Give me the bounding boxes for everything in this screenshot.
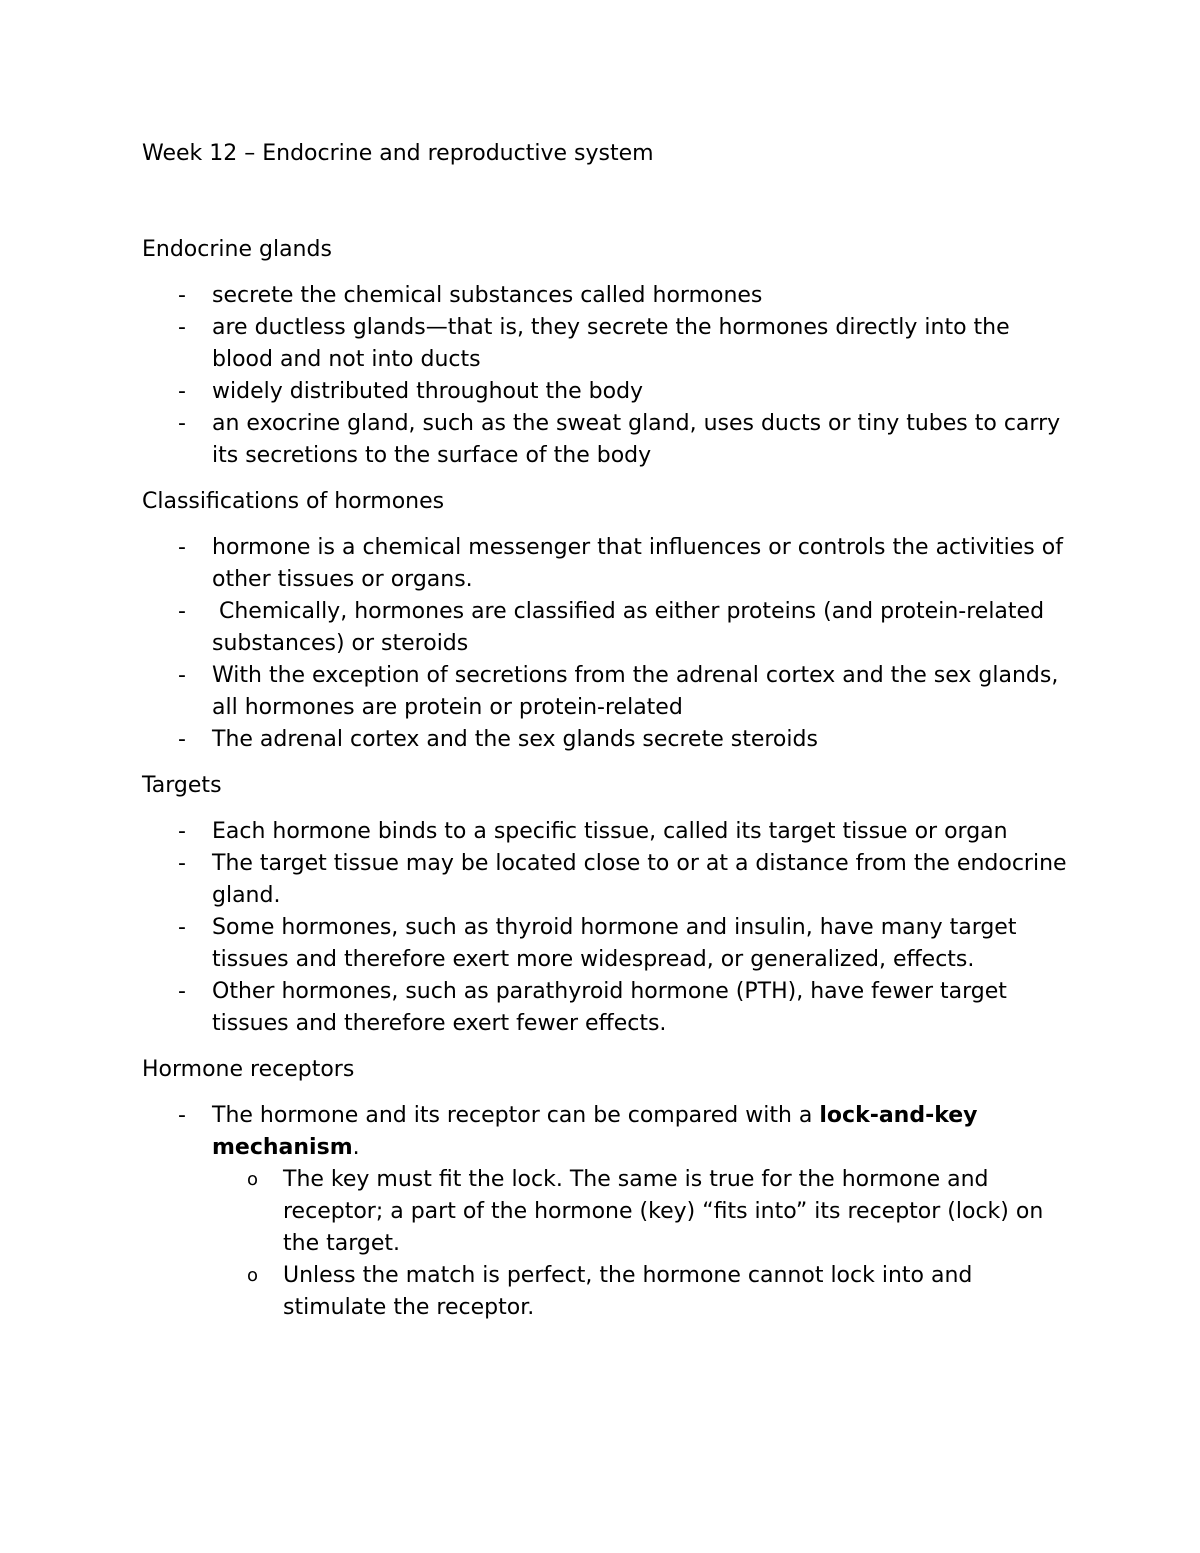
circle-bullet: o (247, 1169, 259, 1190)
list-item (142, 724, 1072, 756)
list-item (142, 660, 1072, 724)
dash-bullet: - (178, 1103, 186, 1128)
list-item (142, 312, 1072, 376)
bullet-list (142, 1100, 1072, 1324)
dash-bullet: - (178, 851, 186, 876)
document-page (142, 138, 1072, 1324)
dash-bullet: - (178, 819, 186, 844)
list-item-text: The target tissue may be located close to or at a distance from the endocrine gland. (212, 851, 1067, 908)
list-item (142, 376, 1072, 408)
bullet-list (142, 816, 1072, 1040)
list-item-text: an exocrine gland, such as the sweat gland, uses ducts or tiny tubes to carry its secretions to the surface of the body (212, 411, 1061, 468)
list-item-text: are ductless glands—that is, they secrete the hormones directly into the blood and not into ducts (212, 315, 1010, 372)
dash-bullet: - (178, 535, 186, 560)
list-item-text: widely distributed throughout the body (212, 379, 644, 404)
list-item-text: The adrenal cortex and the sex glands secrete steroids (212, 727, 818, 752)
list-item-text: hormone is a chemical messenger that influences or controls the activities of other tissues or organs. (212, 535, 1063, 592)
section-heading: Endocrine glands (142, 237, 332, 262)
sub-list-item (212, 1164, 1072, 1260)
sub-bullet-list (212, 1164, 1072, 1324)
dash-bullet: - (178, 727, 186, 752)
sub-list-item-text: The key must fit the lock. The same is true for the hormone and receptor; a part of the hormone (key) “fits into” its receptor (lock) on the target. (283, 1167, 1044, 1256)
list-item (142, 596, 1072, 660)
list-item-text-after: . (352, 1135, 360, 1160)
bullet-list (142, 280, 1072, 472)
list-item (142, 848, 1072, 912)
document-title: Week 12 – Endocrine and reproductive system (142, 141, 654, 166)
section-classifications-of-hormones (142, 486, 1072, 756)
list-item-text: Some hormones, such as thyroid hormone and insulin, have many target tissues and therefore exert more widespread, or generalized, effects. (212, 915, 1017, 972)
section-targets (142, 770, 1072, 1040)
list-item-text: Other hormones, such as parathyroid hormone (PTH), have fewer target tissues and therefore exert fewer effects. (212, 979, 1007, 1036)
dash-bullet: - (178, 599, 186, 624)
list-item-text: With the exception of secretions from the adrenal cortex and the sex glands, all hormones are protein or protein-related (212, 663, 1059, 720)
dash-bullet: - (178, 663, 186, 688)
bullet-list (142, 532, 1072, 756)
list-item (142, 1100, 1072, 1324)
list-item (142, 408, 1072, 472)
section-hormone-receptors (142, 1054, 1072, 1324)
section-endocrine-glands (142, 234, 1072, 472)
dash-bullet: - (178, 979, 186, 1004)
bold-term: lock-and-key mechanism (212, 1103, 978, 1160)
list-item (142, 280, 1072, 312)
list-item (142, 532, 1072, 596)
list-item (142, 816, 1072, 848)
circle-bullet: o (247, 1265, 259, 1286)
list-item-text: secrete the chemical substances called hormones (212, 283, 763, 308)
dash-bullet: - (178, 283, 186, 308)
list-item-text-before: The hormone and its receptor can be compared with a (212, 1103, 820, 1128)
sub-list-item (212, 1260, 1072, 1324)
section-heading: Classifications of hormones (142, 489, 445, 514)
section-heading: Targets (142, 773, 222, 798)
list-item-text: Chemically, hormones are classified as either proteins (and protein-related substances) or steroids (212, 599, 1052, 656)
dash-bullet: - (178, 379, 186, 404)
sub-list-item-text: Unless the match is perfect, the hormone cannot lock into and stimulate the receptor. (283, 1263, 973, 1320)
section-heading: Hormone receptors (142, 1057, 355, 1082)
list-item-text: Each hormone binds to a specific tissue, called its target tissue or organ (212, 819, 1008, 844)
dash-bullet: - (178, 915, 186, 940)
dash-bullet: - (178, 411, 186, 436)
dash-bullet: - (178, 315, 186, 340)
list-item (142, 976, 1072, 1040)
list-item (142, 912, 1072, 976)
